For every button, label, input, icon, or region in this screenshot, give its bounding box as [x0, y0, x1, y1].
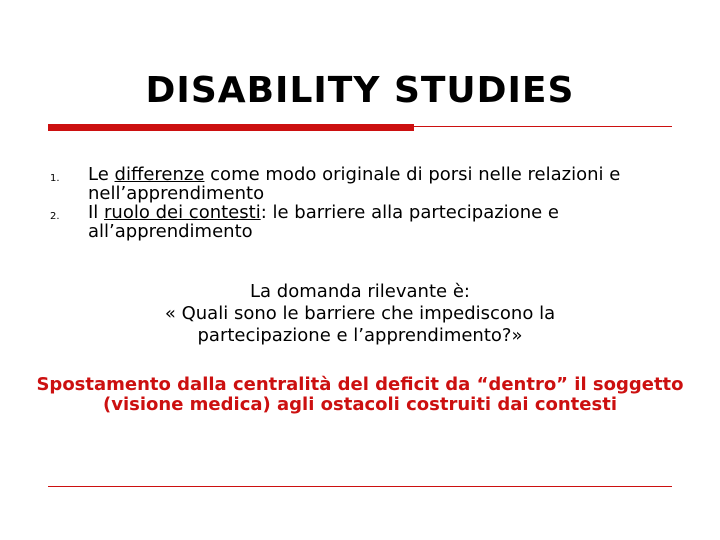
- numbered-list: [50, 165, 670, 241]
- question-intro: La domanda rilevante è:: [250, 281, 470, 302]
- list-text-before: Il: [88, 202, 105, 223]
- list-text-after: come modo originale di porsi nelle relazioni e nell’apprendimento: [88, 164, 621, 204]
- list-text-underlined: differenze: [114, 164, 205, 185]
- list-item: [50, 165, 670, 203]
- list-text-underlined: ruolo dei contesti: [104, 202, 261, 223]
- question-block: [100, 281, 620, 347]
- list-number: 2.: [50, 211, 60, 222]
- conclusion-text: Spostamento dalla centralità del deficit da “dentro” il soggetto (visione medica) agli ostacoli costruiti dai contesti: [36, 374, 684, 415]
- list-text-after: : le barriere alla partecipazione e all’apprendimento: [88, 202, 559, 242]
- list-item: [50, 203, 670, 241]
- list-number: 1.: [50, 173, 60, 184]
- title-underline-thin: [414, 126, 672, 127]
- bottom-rule: [48, 486, 672, 487]
- question-text: « Quali sono le barriere che impediscono la partecipazione e l’apprendimento?»: [164, 303, 556, 346]
- title-underline-thick: [48, 124, 414, 131]
- slide-title: DISABILITY STUDIES: [145, 70, 575, 111]
- list-text-before: Le: [88, 164, 115, 185]
